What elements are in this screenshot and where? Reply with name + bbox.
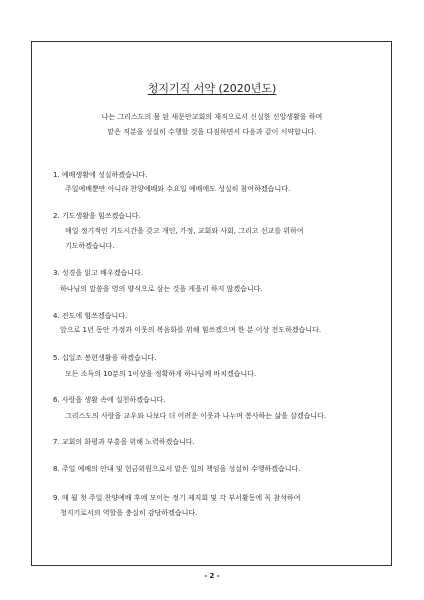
pledge-item-6: 6. 사랑을 생활 속에 실천하겠습니다. — [53, 396, 166, 404]
page-number: - 2 - — [204, 572, 220, 580]
pledge-item-2: 2. 기도생활을 힘쓰겠습니다. — [53, 212, 141, 220]
pledge-item-3-detail: 하나님의 말씀을 영의 양식으로 삼는 것을 게을리 하지 않겠습니다. — [60, 285, 263, 293]
intro-line-1: 나는 그리스도의 몸 된 새문안교회의 재직으로서 신실한 신앙생활을 하며 — [101, 113, 323, 121]
pledge-item-9: 9. 매 월 첫 주일 찬양예배 후에 모이는 정기 제직회 및 각 부서활동에 꼭 참석하여 — [53, 494, 301, 502]
pledge-item-8: 8. 주일 예배의 안내 및 헌금위원으로서 맡은 일의 책임을 성실히 수행하겠습니다. — [53, 465, 301, 473]
pledge-item-9-detail: 청지기로서의 역할을 충실히 감당하겠습니다. — [60, 509, 198, 517]
pledge-item-6-detail: 그리스도의 사랑을 교우와 나보다 더 어려운 이웃과 나누며 봉사하는 삶을 살겠습니다. — [65, 412, 327, 420]
pledge-item-3: 3. 성경을 읽고 배우겠습니다. — [53, 269, 143, 277]
pledge-item-7: 7. 교회의 화평과 부흥을 위해 노력하겠습니다. — [53, 438, 195, 446]
document-title — [0, 80, 424, 96]
pledge-item-5: 5. 십일조 봉헌생활을 하겠습니다. — [53, 354, 157, 362]
title-text: 청지기직 서약 (2020년도) — [147, 82, 277, 95]
pledge-item-5-detail: 모든 소득의 10분의 1이상을 정확하게 하나님께 바치겠습니다. — [65, 370, 257, 378]
pledge-item-1: 1. 예배생활에 성실하겠습니다. — [53, 171, 148, 179]
intro-line-2: 맡은 직분을 성실히 수행할 것을 다짐하면서 다음과 같이 서약합니다. — [107, 128, 317, 136]
pledge-item-2-detail: 매일 정기적인 기도시간을 갖고 개인, 가정, 교회와 사회, 그리고 선교를 위하여 — [65, 227, 304, 235]
pledge-item-4: 4. 전도에 힘쓰겠습니다. — [53, 312, 128, 320]
pledge-item-2-detail-cont: 기도하겠습니다. — [65, 242, 115, 250]
pledge-item-1-detail: 주일예배뿐만 아니라 찬양예배와 수요일 예배에도 성실히 참여하겠습니다. — [65, 185, 291, 193]
pledge-item-4-detail: 앞으로 1년 동안 가정과 이웃의 복음화를 위해 힘쓰겠으며 한 분 이상 전도하겠습니다. — [60, 326, 322, 334]
